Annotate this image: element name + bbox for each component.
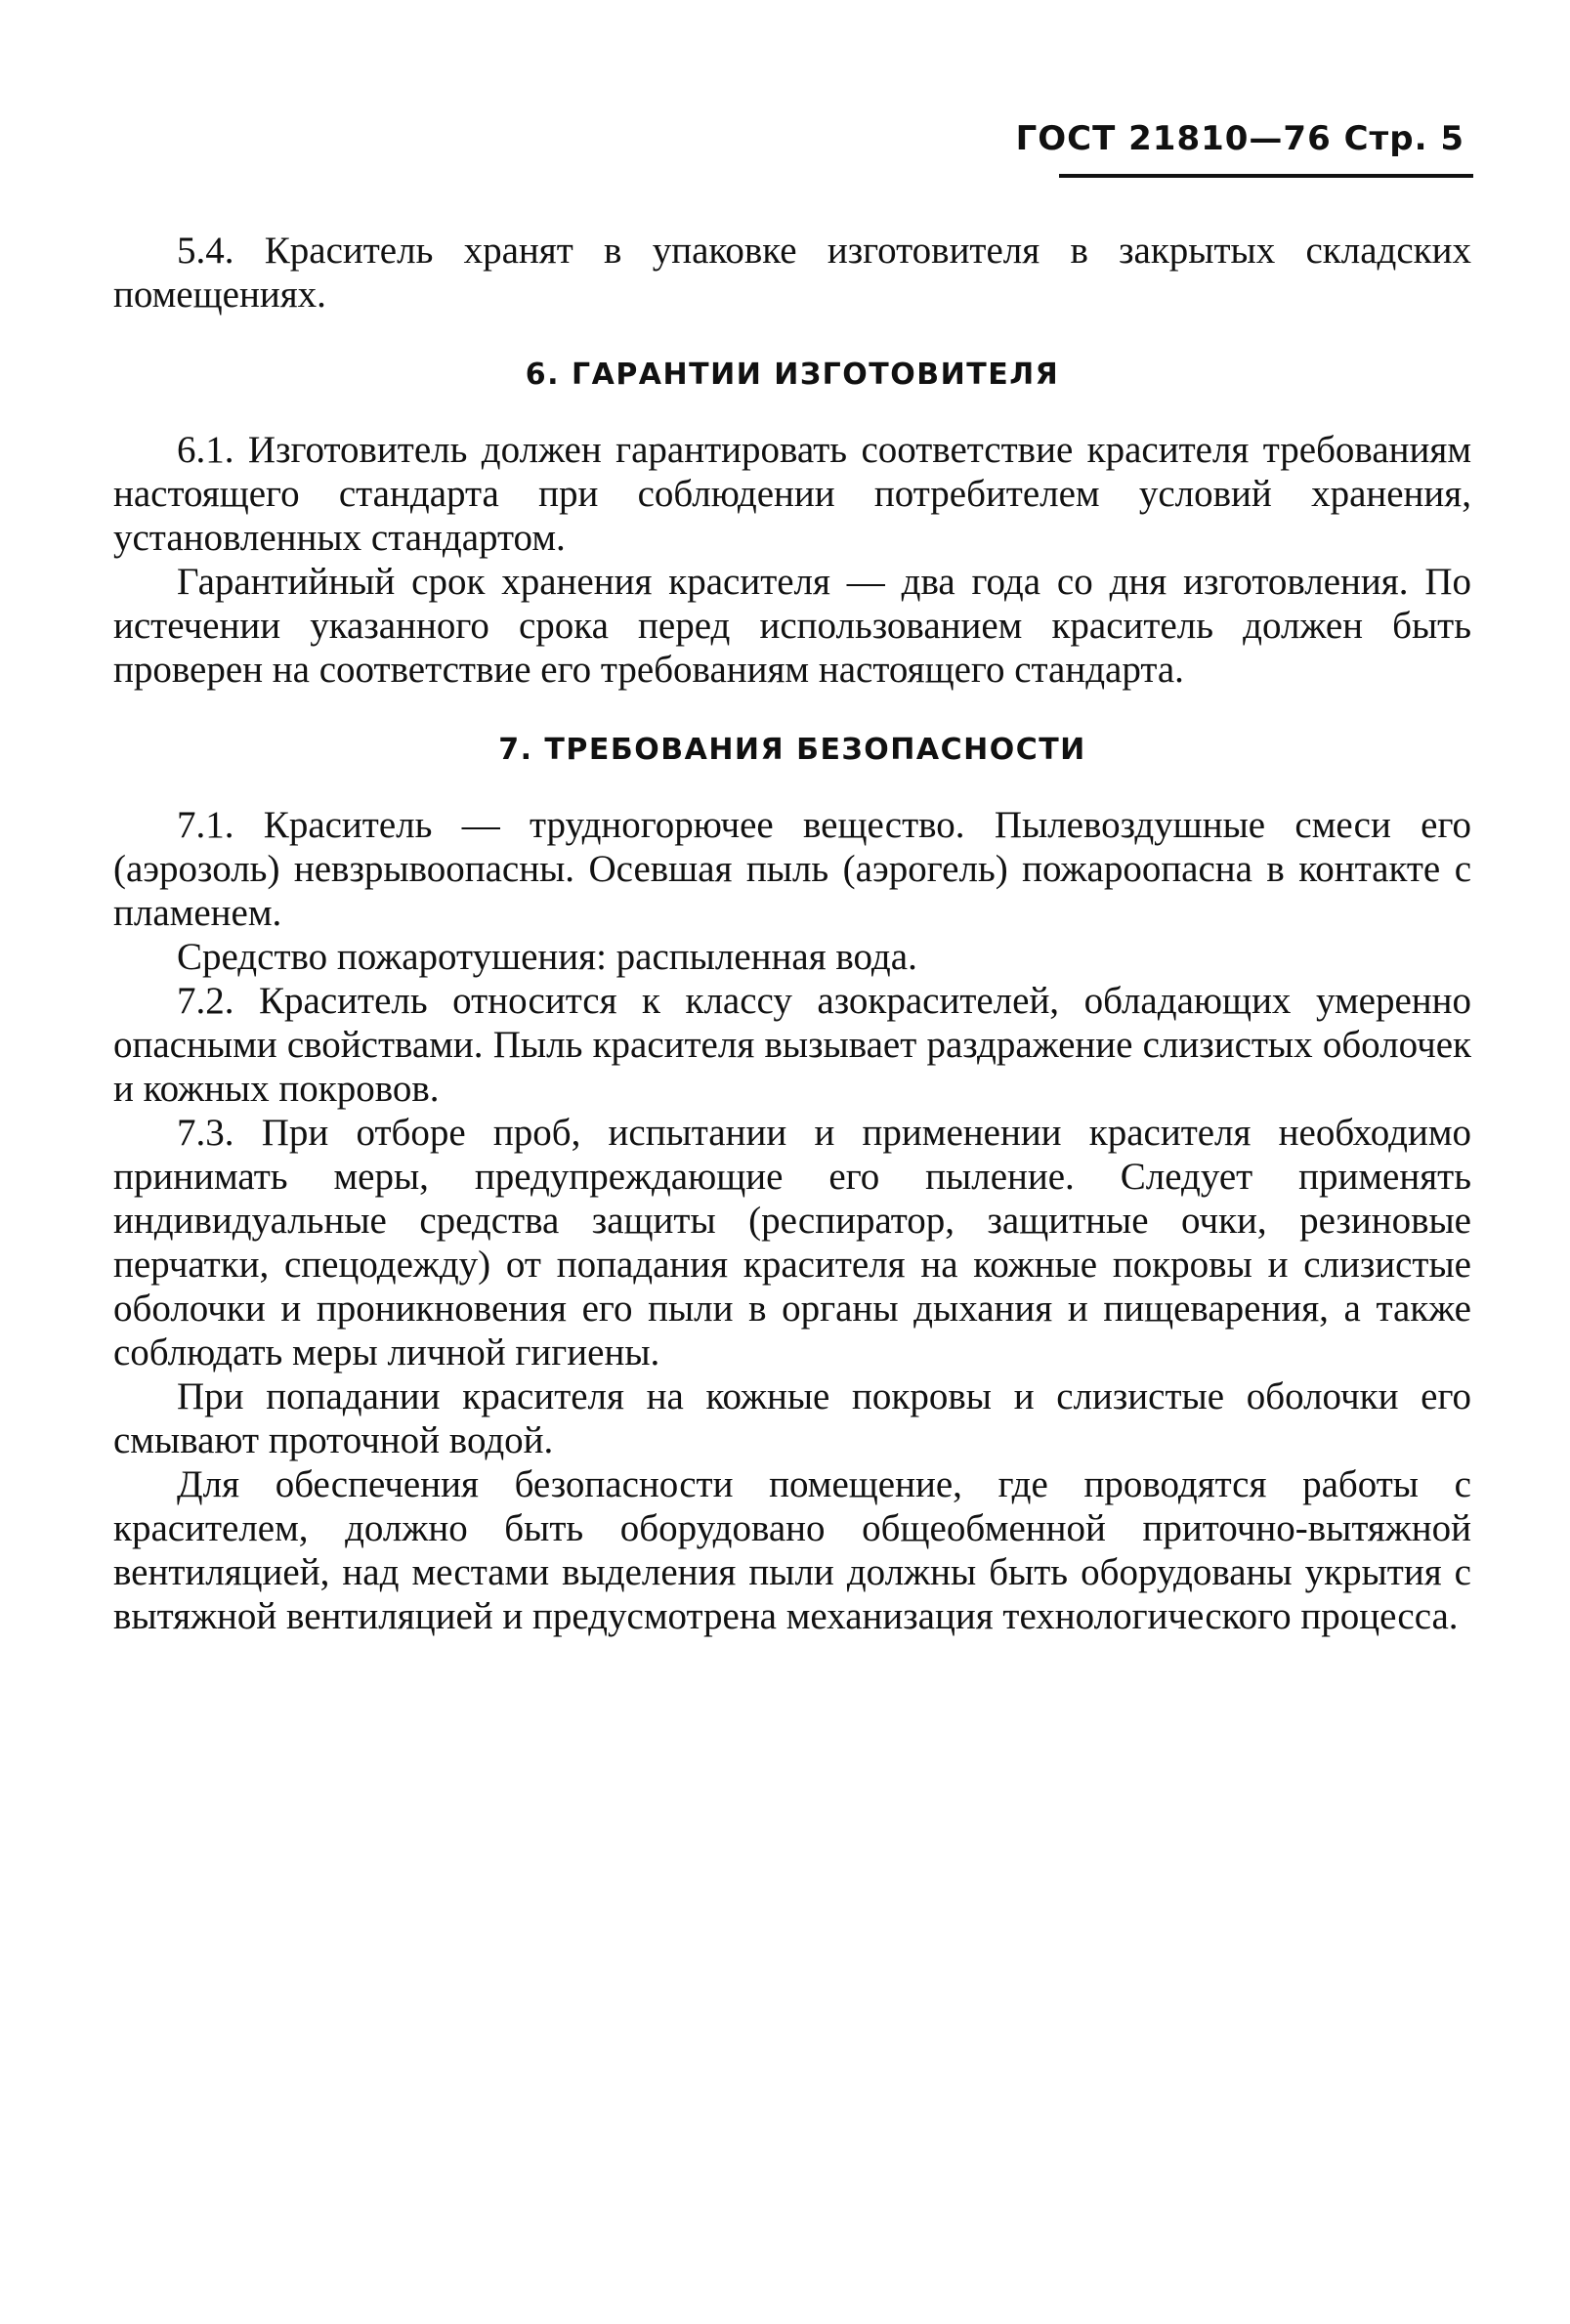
running-head: ГОСТ 21810—76 Стр. 5 — [1015, 119, 1464, 158]
header-rule — [1059, 174, 1473, 178]
body-text — [113, 229, 1471, 1638]
section-heading-6: 6. ГАРАНТИИ ИЗГОТОВИТЕЛЯ — [525, 358, 1060, 392]
spacer — [113, 395, 1471, 428]
paragraph-7-1: 7.1. Краситель — трудногорючее вещество. Пылевоздушные смеси его (аэрозоль) невзрывоопасны. Осевшая пыль (аэрогель) пожароопасна в контакте с пламенем. — [113, 804, 1471, 934]
spacer — [113, 770, 1471, 803]
paragraph-7-3: 7.3. При отборе проб, испытании и применении красителя необходимо принимать меры, предупреждающие его пыление. Следует применять индивидуальные средства защиты (респиратор, защитные очки, резиновые перчатки, спецодежду) от попадания красителя на кожные покровы и слизистые оболочки и проникновения его пыли в органы дыхания и пищеварения, а также соблюдать меры личной гигиены. — [113, 1112, 1471, 1373]
paragraph-7-1-extinguishing: Средство пожаротушения: распыленная вода. — [177, 936, 917, 978]
paragraph-6-1-warranty: Гарантийный срок хранения красителя — два года со дня изготовления. По истечении указанного срока перед использованием краситель должен быть проверен на соответствие его требованиям настоящего стандарта. — [113, 561, 1471, 691]
paragraph-7-3-contact: При попадании красителя на кожные покровы и слизистые оболочки его смывают проточной водой. — [113, 1375, 1471, 1461]
paragraph-5-4: 5.4. Краситель хранят в упаковке изготовителя в закрытых складских помещениях. — [113, 230, 1471, 316]
paragraph-7-3-ventilation: Для обеспечения безопасности помещение, где проводятся работы с красителем, должно быть оборудовано общеобменной приточно-вытяжной вентиляцией, над местами выделения пыли должны быть оборудованы укрытия с вытяжной вентиляцией и предусмотрена механизация технологического процесса. — [113, 1463, 1471, 1637]
spacer — [113, 317, 1471, 356]
paragraph-7-2: 7.2. Краситель относится к классу азокрасителей, обладающих умеренно опасными свойствами. Пыль красителя вызывает раздражение слизистых оболочек и кожных покровов. — [113, 980, 1471, 1110]
spacer — [113, 692, 1471, 731]
section-heading-7: 7. ТРЕБОВАНИЯ БЕЗОПАСНОСТИ — [498, 733, 1086, 767]
paragraph-6-1: 6.1. Изготовитель должен гарантировать соответствие красителя требованиям настоящего стандарта при соблюдении потребителем условий хранения, установленных стандартом. — [113, 429, 1471, 559]
